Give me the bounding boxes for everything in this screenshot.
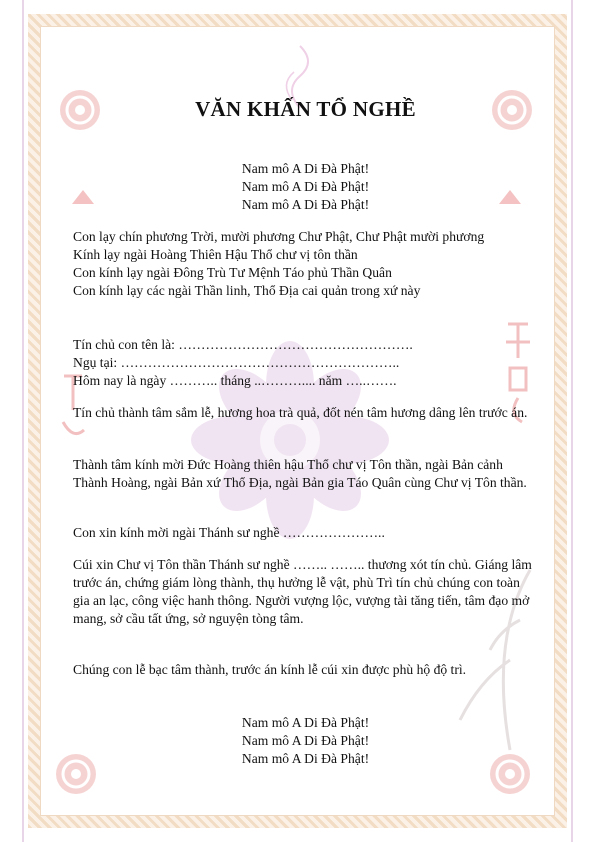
invocation-line: Nam mô A Di Đà Phật!: [241, 751, 370, 766]
invocation-line: Nam mô A Di Đà Phật!: [241, 733, 370, 748]
master-invitation-paragraph: Con xin kính mời ngài Thánh sư nghề …………………..: [73, 525, 385, 540]
closing-paragraph: Chúng con lễ bạc tâm thành, trước án kính lễ cúi xin được phù hộ độ trì.: [73, 662, 467, 677]
intro-line: Con kính lạy các ngài Thần linh, Thổ Địa cai quản trong xứ này: [73, 283, 421, 298]
offering-paragraph: Tín chủ thành tâm sắm lễ, hương hoa trà quả, đốt nén tâm hương dâng lên trước án.: [73, 405, 528, 420]
prayer-paragraph: Cúi xin Chư vị Tôn thần Thánh sư nghề …….. …….. thương xót tín chủ. Giáng lâm trước án, chứng giám lòng thành, thụ hưởng lễ vật, phù Trì tín chủ chúng con toàn gia an lạc, công việc hanh thông. Người vượng lộc, vượng tài tăng tiến, tâm đạo mở mang, sở cầu tất ứng, sở nguyện tòng tâm.: [73, 557, 532, 626]
invocation-line: Nam mô A Di Đà Phật!: [241, 197, 370, 212]
intro-line: Kính lạy ngài Hoàng Thiên Hậu Thổ chư vị tôn thần: [73, 247, 358, 262]
invocation-top: [73, 160, 538, 214]
invitation-paragraph: Thành tâm kính mời Đức Hoàng thiên hậu Thổ chư vị Tôn thần, ngài Bản cảnh Thành Hoàng, ngài Bản xứ Thổ Địa, ngài Bản gia Táo Quân cùng Chư vị Tôn thần.: [73, 457, 527, 490]
intro-line: Con lạy chín phương Trời, mười phương Chư Phật, Chư Phật mười phương: [73, 229, 485, 244]
page-title: VĂN KHẤN TỔ NGHỀ: [195, 97, 416, 121]
fields-block: [73, 336, 533, 390]
intro-line: Con kính lạy ngài Đông Trù Tư Mệnh Táo phủ Thần Quân: [73, 265, 392, 280]
date-field-line: Hôm nay là ngày ……….. tháng ..……….... năm …..…….: [73, 373, 397, 388]
intro-paragraph: [73, 228, 533, 300]
invocation-line: Nam mô A Di Đà Phật!: [241, 179, 370, 194]
invocation-bottom: [73, 714, 538, 768]
address-field-line: Ngụ tại: ……………………………………………………..: [73, 355, 400, 370]
invocation-line: Nam mô A Di Đà Phật!: [241, 161, 370, 176]
invocation-line: Nam mô A Di Đà Phật!: [241, 715, 370, 730]
name-field-line: Tín chủ con tên là: …………………………………………….: [73, 337, 413, 352]
